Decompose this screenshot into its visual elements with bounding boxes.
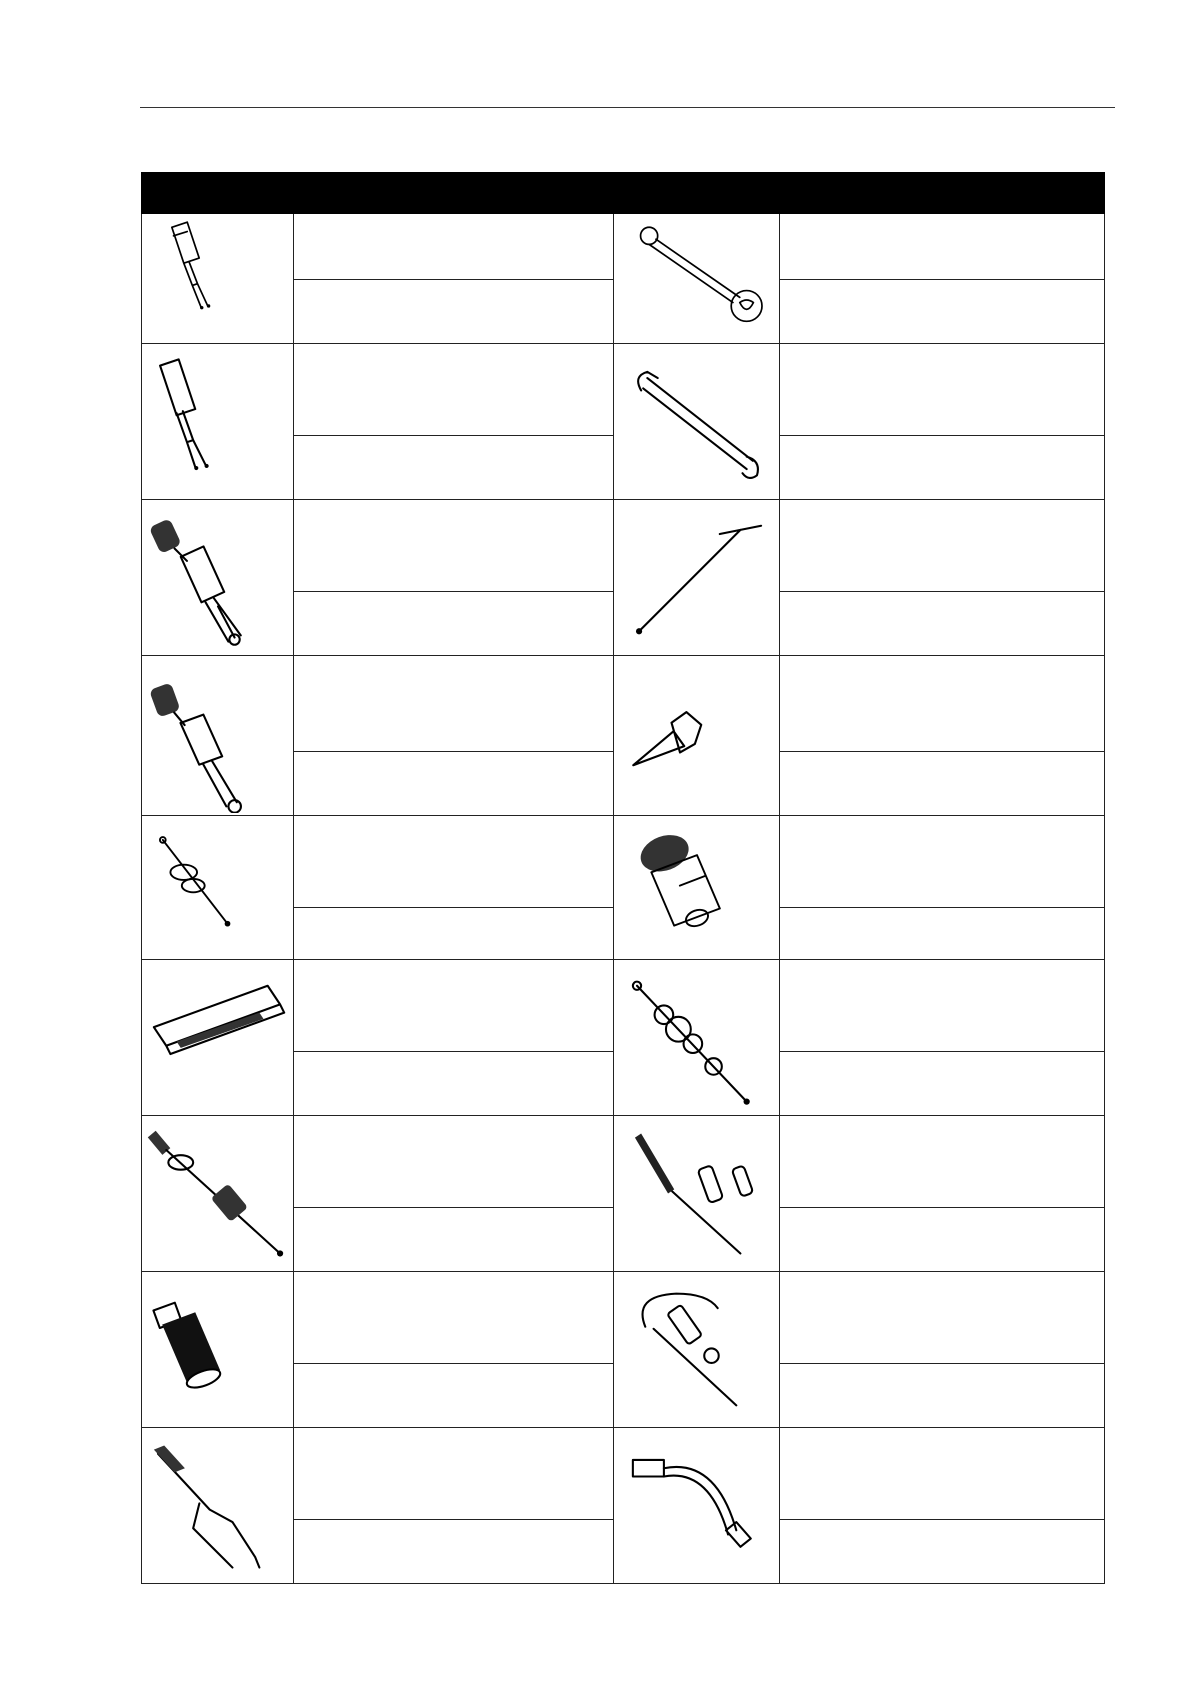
tool-description-right [780,214,1105,280]
table-row [142,816,1105,908]
header-description-2 [780,173,1105,214]
tool-part-number-left [294,592,614,656]
table-row [142,1116,1105,1208]
tool-part-number-right [780,1364,1105,1428]
tool-description-left [294,214,614,280]
header-illustration-1 [142,173,294,214]
table-row [142,656,1105,752]
tool-part-number-right [780,280,1105,344]
tool-description-left [294,1272,614,1364]
table-row [142,344,1105,436]
tool-description-right [780,500,1105,592]
tool-description-left [294,656,614,752]
tool-part-number-right [780,592,1105,656]
tool-description-right [780,656,1105,752]
tool-description-right [780,1272,1105,1364]
knurled-bearing-puller-icon [145,503,291,653]
hex-socket-adapter-icon [145,1275,291,1425]
tool-illustration-right [614,214,780,344]
tool-illustration-right [614,816,780,960]
knurled-socket-adapter-icon [617,819,777,957]
tool-part-number-right [780,1052,1105,1116]
tool-illustration-right [614,1116,780,1272]
tool-part-number-left [294,908,614,960]
ring-spanner-wrench-icon [617,217,777,341]
tool-part-number-right [780,1208,1105,1272]
tool-description-right [780,344,1105,436]
tool-description-right [780,960,1105,1052]
tool-illustration-left [142,816,294,960]
tool-illustration-right [614,500,780,656]
tool-part-number-right [780,436,1105,500]
tool-illustration-left [142,960,294,1116]
tool-illustration-left [142,500,294,656]
tool-illustration-left [142,344,294,500]
tool-illustration-left [142,1272,294,1428]
knurled-slotted-puller-icon [145,659,291,813]
header-illustration-2 [614,173,780,214]
table-row [142,1272,1105,1364]
tool-illustration-left [142,656,294,816]
tool-description-left [294,960,614,1052]
tool-part-number-left [294,436,614,500]
tool-part-number-left [294,1052,614,1116]
tool-illustration-right [614,1428,780,1584]
table-row [142,500,1105,592]
tool-case-kit-icon [145,963,291,1113]
tool-part-number-left [294,1520,614,1584]
rod-with-adapters-icon [617,1119,777,1269]
tool-description-right [780,1116,1105,1208]
small-slide-hammer-icon [145,819,291,957]
tool-illustration-right [614,1272,780,1428]
split-collet-puller-icon [145,347,291,497]
hook-spanner-wrench-icon [617,347,777,497]
tool-part-number-right [780,752,1105,816]
tool-part-number-left [294,1208,614,1272]
header-rule [140,107,1115,108]
knurled-slide-hammer-icon [145,1119,291,1269]
table-row [142,960,1105,1052]
cone-seal-installer-icon [617,659,777,813]
tool-part-number-right [780,1520,1105,1584]
slide-hammer-set-icon [617,963,777,1113]
tool-illustration-right [614,344,780,500]
tool-part-number-right [780,908,1105,960]
pressure-gauge-probe-icon [617,1275,777,1425]
valve-spring-remover-tool-icon [145,217,291,341]
table-body [142,214,1105,1584]
tool-illustration-left [142,1428,294,1584]
tool-part-number-left [294,280,614,344]
tool-description-left [294,500,614,592]
tool-description-left [294,1116,614,1208]
two-jaw-puller-icon [145,1431,291,1581]
table-header-row [142,173,1105,214]
tool-illustration-right [614,656,780,816]
tool-illustration-left [142,1116,294,1272]
harness-connector-icon [617,1431,777,1581]
tool-description-left [294,344,614,436]
header-description-1 [294,173,614,214]
table-row [142,1428,1105,1520]
tool-description-left [294,1428,614,1520]
tool-part-number-left [294,1364,614,1428]
tool-description-left [294,816,614,908]
tool-part-number-left [294,752,614,816]
tool-description-right [780,1428,1105,1520]
table-row [142,214,1105,280]
special-tools-table [141,172,1105,1584]
tool-illustration-right [614,960,780,1116]
tool-illustration-left [142,214,294,344]
tool-description-right [780,816,1105,908]
t-handle-rod-icon [617,503,777,653]
